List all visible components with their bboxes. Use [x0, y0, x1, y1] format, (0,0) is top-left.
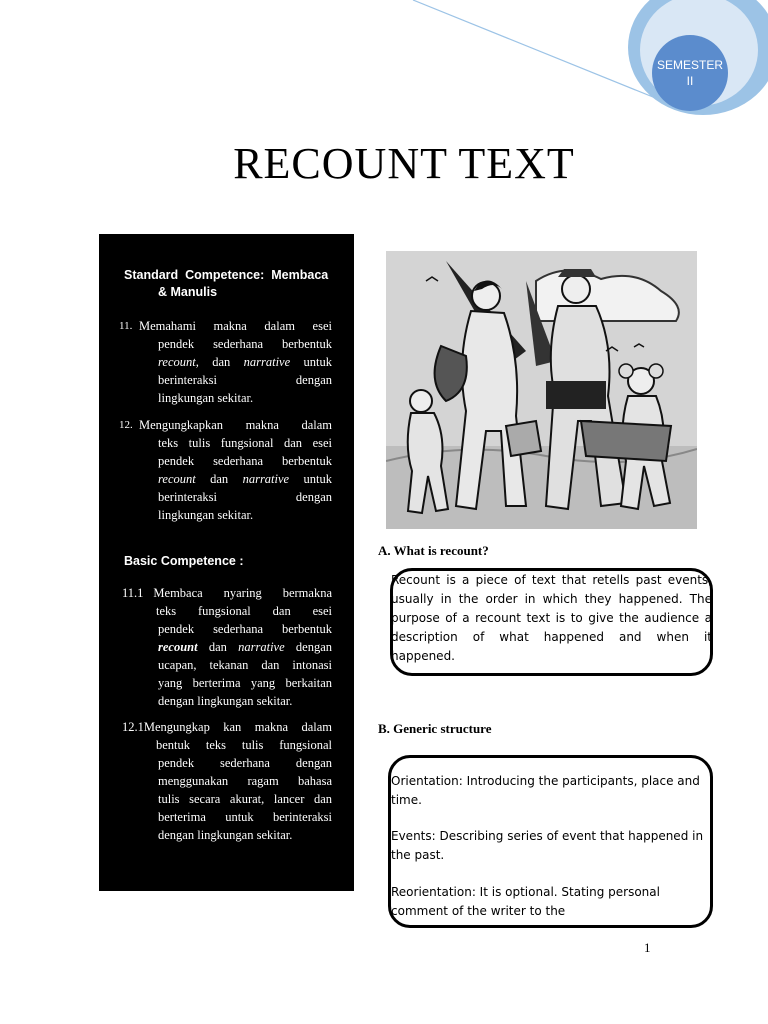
item-text: untuk	[289, 472, 332, 486]
italic-term: recount,	[158, 355, 199, 369]
item-line: pendek sederhana berbentuk	[158, 454, 332, 468]
item-number: 11.1	[122, 586, 144, 600]
competence-sidebar	[99, 234, 354, 891]
item-line: tulis secara akurat, lancer dan	[158, 792, 332, 806]
item-line: dengan lingkungan sekitar.	[158, 694, 293, 708]
item-line: ucapan, tekanan dan intonasi	[158, 658, 332, 672]
italic-term: narrative	[242, 472, 290, 486]
family-beach-illustration	[386, 251, 697, 529]
definition-line: description of what happened and when it happened.	[391, 630, 712, 663]
item-line	[158, 353, 332, 371]
semester-label: SEMESTER	[656, 58, 723, 72]
item-text: dan	[197, 640, 239, 654]
definition-text	[391, 571, 712, 666]
page-title: RECOUNT TEXT	[233, 139, 575, 188]
item-line: pendek sederhana dengan	[158, 756, 332, 770]
structure-line: Events: Describing series of event that happened in	[391, 829, 704, 843]
italic-term: narrative	[238, 640, 285, 654]
item-text: Mengungkap kan makna dalam	[143, 720, 332, 734]
standard-heading-line: Standard Competence: Membaca	[124, 268, 329, 282]
item-line	[158, 488, 332, 506]
item-text: dengan	[295, 490, 332, 504]
standard-item-11	[119, 317, 332, 407]
item-line: teks tulis fungsional dan esei	[158, 436, 332, 450]
standard-item-12	[119, 416, 332, 524]
basic-competence-heading: Basic Competence :	[124, 554, 244, 568]
item-line: Memahami makna dalam esei	[139, 319, 332, 333]
item-line	[158, 638, 332, 656]
structure-line: the past.	[391, 848, 445, 862]
basic-item-12-1	[122, 718, 332, 844]
definition-line: purpose of a recount text is to give the audience a	[391, 611, 712, 625]
item-text: dan	[198, 355, 244, 369]
structure-line: Orientation: Introducing the participants, place and	[391, 774, 700, 788]
section-b-heading: B. Generic structure	[378, 721, 492, 736]
item-text: dan	[195, 472, 243, 486]
item-number: 12.	[119, 419, 133, 431]
definition-line: Recount is a piece of text that retells past events,	[391, 573, 712, 587]
family-illustration-icon	[386, 251, 697, 529]
item-line: teks fungsional dan esei	[156, 604, 332, 618]
item-text: untuk	[290, 355, 332, 369]
section-a-heading: A. What is recount?	[378, 543, 489, 558]
item-text: berinteraksi	[158, 490, 218, 504]
item-text: dengan	[295, 373, 332, 387]
basic-item-11-1	[122, 584, 332, 710]
item-text: dengan	[284, 640, 332, 654]
structure-line: Reorientation: It is optional. Stating personal	[391, 885, 660, 899]
item-line	[122, 718, 332, 736]
structure-text	[391, 772, 711, 921]
item-line: pendek sederhana berbentuk	[158, 622, 332, 636]
item-line: Mengungkapkan makna dalam	[139, 418, 332, 432]
semester-number: II	[686, 74, 694, 88]
item-line: berterima untuk berinteraksi	[158, 810, 332, 824]
bold-italic-term: recount	[158, 640, 198, 654]
item-text: berinteraksi	[158, 373, 218, 387]
structure-line: time.	[391, 793, 422, 807]
item-text: Membaca nyaring bermakna	[153, 586, 332, 600]
semester-badge	[652, 35, 728, 111]
definition-line: usually in the order in which they happened. The	[391, 592, 712, 606]
item-line: pendek sederhana berbentuk	[158, 337, 332, 351]
item-line: bentuk teks tulis fungsional	[156, 738, 332, 752]
item-line: lingkungan sekitar.	[158, 508, 254, 522]
item-line: lingkungan sekitar.	[158, 391, 254, 405]
item-line: yang berterima yang berkaitan	[158, 676, 332, 690]
item-line: dengan lingkungan sekitar.	[158, 828, 293, 842]
structure-line: comment of the writer to the	[391, 904, 566, 918]
standard-competence-heading	[124, 268, 332, 299]
italic-term: narrative	[243, 355, 291, 369]
item-number: 12.1	[122, 720, 144, 734]
italic-term: recount	[158, 472, 196, 486]
page-number: 1	[644, 940, 651, 955]
standard-heading-line: & Manulis	[158, 285, 218, 299]
item-line: menggunakan ragam bahasa	[158, 774, 332, 788]
item-line	[122, 584, 332, 602]
item-line	[158, 470, 332, 488]
item-line	[158, 371, 332, 389]
item-number: 11.	[119, 320, 133, 332]
